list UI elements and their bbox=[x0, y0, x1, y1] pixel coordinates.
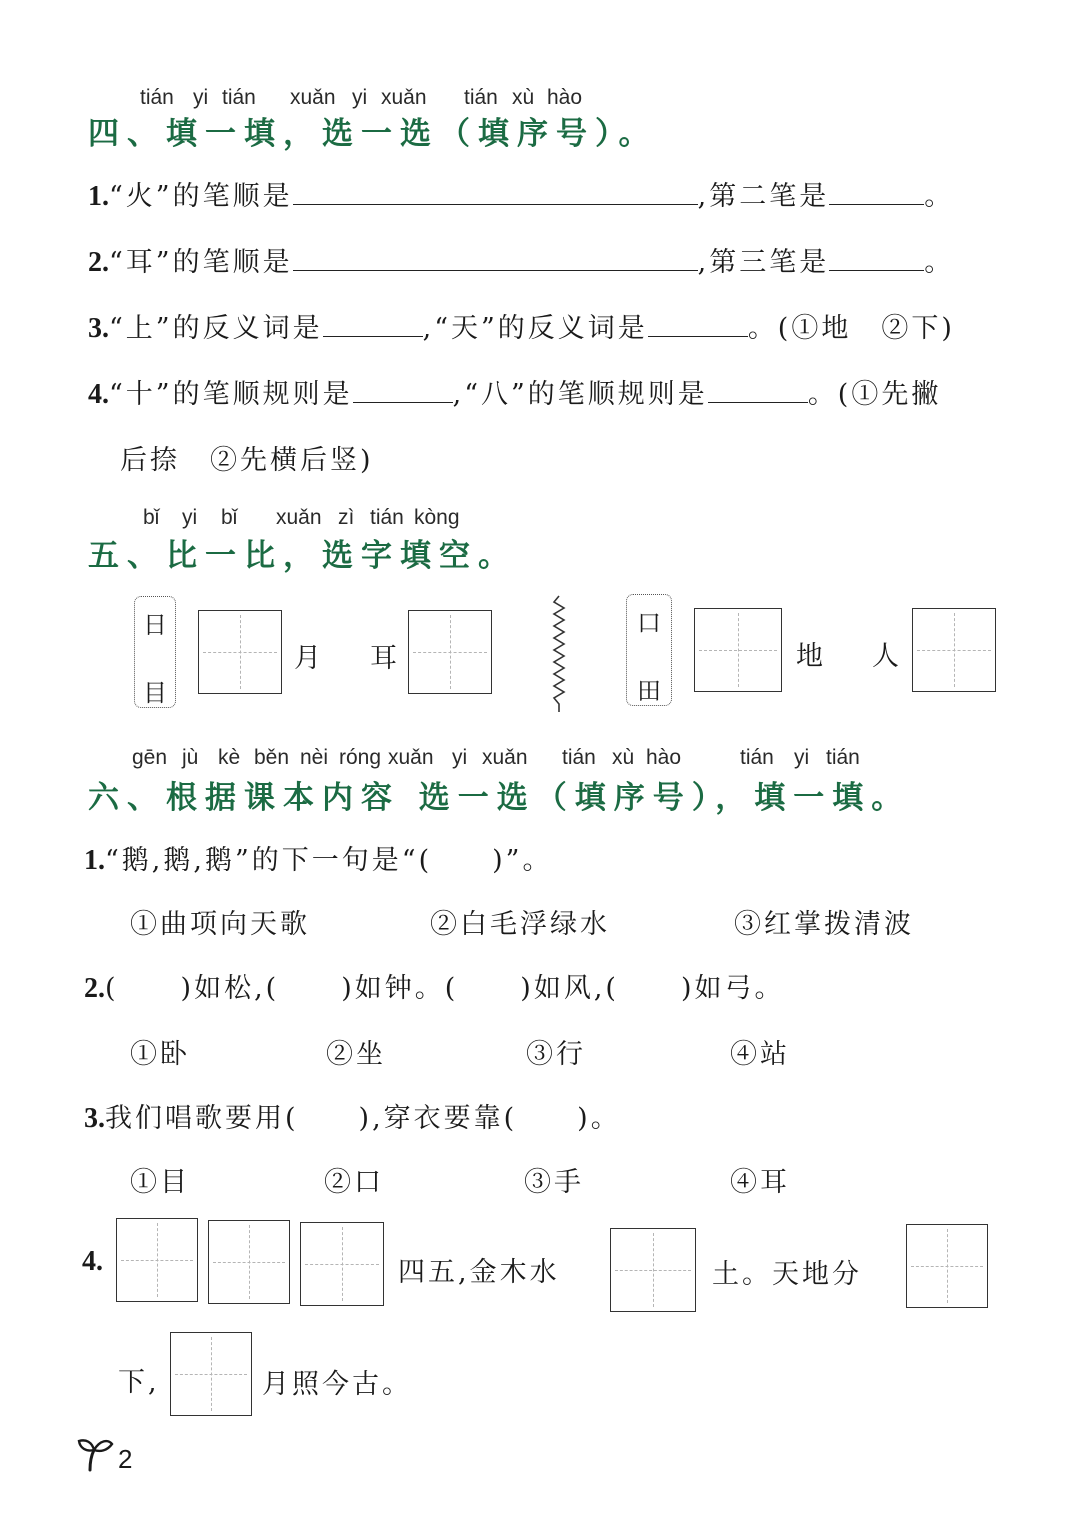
pinyin: tián bbox=[140, 86, 174, 109]
char-pair-left bbox=[134, 596, 176, 708]
pinyin: jù bbox=[182, 746, 199, 769]
option: ④站 bbox=[730, 1039, 790, 1070]
char-option: 日 bbox=[143, 611, 167, 639]
char-grid[interactable] bbox=[694, 608, 782, 692]
question-text: “鹅,鹅,鹅”的下一句是“( )”。 bbox=[105, 845, 553, 876]
pinyin: zì bbox=[338, 506, 355, 529]
question-6-2 bbox=[84, 966, 784, 1005]
answer-blank[interactable] bbox=[293, 178, 698, 205]
pinyin: xù bbox=[512, 86, 535, 109]
question-text: 。 bbox=[924, 181, 955, 212]
pinyin: běn bbox=[254, 746, 290, 769]
option: ①目 bbox=[130, 1167, 190, 1198]
question-number: 1. bbox=[84, 845, 105, 876]
pinyin: tián bbox=[222, 86, 256, 109]
char-grid[interactable] bbox=[300, 1222, 384, 1306]
question-text: ,第二笔是 bbox=[697, 181, 830, 212]
char-grid[interactable] bbox=[610, 1228, 696, 1312]
pinyin: nèi bbox=[300, 746, 329, 769]
char-grid[interactable] bbox=[170, 1332, 252, 1416]
pinyin: róng bbox=[339, 746, 382, 769]
question-number: 4. bbox=[88, 379, 109, 410]
char-grid[interactable] bbox=[198, 610, 282, 694]
pinyin: xuǎn bbox=[276, 506, 322, 529]
option: ①卧 bbox=[130, 1039, 190, 1070]
answer-blank[interactable] bbox=[829, 244, 924, 271]
option: ①曲项向天歌 bbox=[130, 909, 310, 940]
answer-blank[interactable] bbox=[829, 178, 924, 205]
question-text: )如弓。 bbox=[680, 973, 785, 1004]
question-text: 四五,金木水 bbox=[398, 1257, 560, 1288]
pinyin: yi bbox=[193, 86, 209, 109]
question-number: 1. bbox=[88, 181, 109, 212]
pinyin: xù bbox=[612, 746, 635, 769]
char-option: 目 bbox=[143, 679, 167, 707]
question-text: ,“八”的笔顺规则是 bbox=[452, 379, 708, 410]
question-text: 。(①地 ②下) bbox=[747, 313, 955, 344]
char-grid[interactable] bbox=[906, 1224, 988, 1308]
question-number: 2. bbox=[88, 247, 109, 278]
question-text: 下, bbox=[118, 1367, 160, 1398]
pinyin: xuǎn bbox=[381, 86, 427, 109]
answer-blank[interactable] bbox=[648, 310, 748, 337]
question-text: “火”的笔顺是 bbox=[109, 181, 293, 212]
word-char: 月 bbox=[294, 643, 324, 674]
question-text: 土。天地分 bbox=[712, 1259, 862, 1290]
char-option: 口 bbox=[637, 609, 661, 637]
question-4-2 bbox=[88, 240, 954, 279]
question-text: )如钟。( bbox=[341, 973, 459, 1004]
option: ③行 bbox=[526, 1039, 586, 1070]
char-option: 田 bbox=[637, 677, 661, 705]
word-char: 人 bbox=[872, 641, 902, 672]
pinyin: yi bbox=[794, 746, 810, 769]
question-text: ( bbox=[105, 973, 119, 1004]
char-grid[interactable] bbox=[208, 1220, 290, 1304]
pinyin: yi bbox=[452, 746, 468, 769]
question-number: 4. bbox=[82, 1246, 103, 1277]
pinyin: tián bbox=[464, 86, 498, 109]
question-text: )如风,( bbox=[520, 973, 619, 1004]
pinyin: hào bbox=[547, 86, 583, 109]
question-4-4-continued: 后捺 ②先横后竖) bbox=[120, 445, 374, 476]
pinyin: xuǎn bbox=[482, 746, 528, 769]
question-text: “十”的笔顺规则是 bbox=[109, 379, 353, 410]
option: ②白毛浮绿水 bbox=[430, 909, 610, 940]
pinyin: bǐ bbox=[143, 506, 160, 529]
char-grid[interactable] bbox=[408, 610, 492, 694]
section-4-title: 四、填一填，选一选（填序号）。 bbox=[88, 116, 658, 152]
pinyin: tián bbox=[740, 746, 774, 769]
question-text: ,第三笔是 bbox=[697, 247, 830, 278]
question-4-4 bbox=[88, 372, 941, 411]
question-4-3 bbox=[88, 306, 955, 345]
pinyin: hào bbox=[646, 746, 682, 769]
option: ③红掌拨清波 bbox=[734, 909, 914, 940]
pinyin: tián bbox=[826, 746, 860, 769]
question-text: ,“天”的反义词是 bbox=[422, 313, 648, 344]
question-text: 。(①先撇 bbox=[807, 379, 942, 410]
question-text: 月照今古。 bbox=[262, 1369, 412, 1400]
answer-blank[interactable] bbox=[353, 376, 453, 403]
pinyin: bǐ bbox=[221, 506, 238, 529]
char-pair-right bbox=[626, 594, 672, 706]
answer-blank[interactable] bbox=[708, 376, 808, 403]
question-text: “上”的反义词是 bbox=[109, 313, 323, 344]
question-number: 2. bbox=[84, 973, 105, 1004]
pinyin: yi bbox=[182, 506, 198, 529]
word-char: 地 bbox=[796, 641, 826, 672]
wavy-divider bbox=[548, 594, 570, 714]
pinyin: xuǎn bbox=[290, 86, 336, 109]
question-number: 3. bbox=[84, 1103, 105, 1134]
pinyin: tián bbox=[562, 746, 596, 769]
pinyin: kòng bbox=[414, 506, 460, 529]
question-6-3 bbox=[84, 1096, 621, 1135]
sprout-icon bbox=[76, 1436, 114, 1472]
char-grid[interactable] bbox=[912, 608, 996, 692]
word-char: 耳 bbox=[370, 643, 400, 674]
answer-blank[interactable] bbox=[323, 310, 423, 337]
question-4-1 bbox=[88, 174, 954, 213]
question-text: 。 bbox=[924, 247, 955, 278]
question-text: )如松,( bbox=[180, 973, 280, 1004]
page-number: 2 bbox=[118, 1444, 133, 1474]
pinyin: kè bbox=[218, 746, 241, 769]
char-grid[interactable] bbox=[116, 1218, 198, 1302]
section-5-title: 五、比一比，选字填空。 bbox=[88, 538, 517, 574]
option: ④耳 bbox=[730, 1167, 790, 1198]
pinyin: tián bbox=[370, 506, 404, 529]
pinyin: yi bbox=[352, 86, 368, 109]
option: ②坐 bbox=[326, 1039, 386, 1070]
section-6-title: 六、根据课本内容 选一选（填序号），填一填。 bbox=[88, 780, 911, 816]
pinyin: xuǎn bbox=[388, 746, 434, 769]
answer-blank[interactable] bbox=[293, 244, 698, 271]
question-text: “耳”的笔顺是 bbox=[109, 247, 293, 278]
option: ③手 bbox=[524, 1167, 584, 1198]
pinyin: gēn bbox=[132, 746, 168, 769]
option: ②口 bbox=[324, 1167, 384, 1198]
question-6-1 bbox=[84, 838, 552, 877]
question-number: 3. bbox=[88, 313, 109, 344]
question-text: 我们唱歌要用( ),穿衣要靠( )。 bbox=[105, 1103, 621, 1134]
